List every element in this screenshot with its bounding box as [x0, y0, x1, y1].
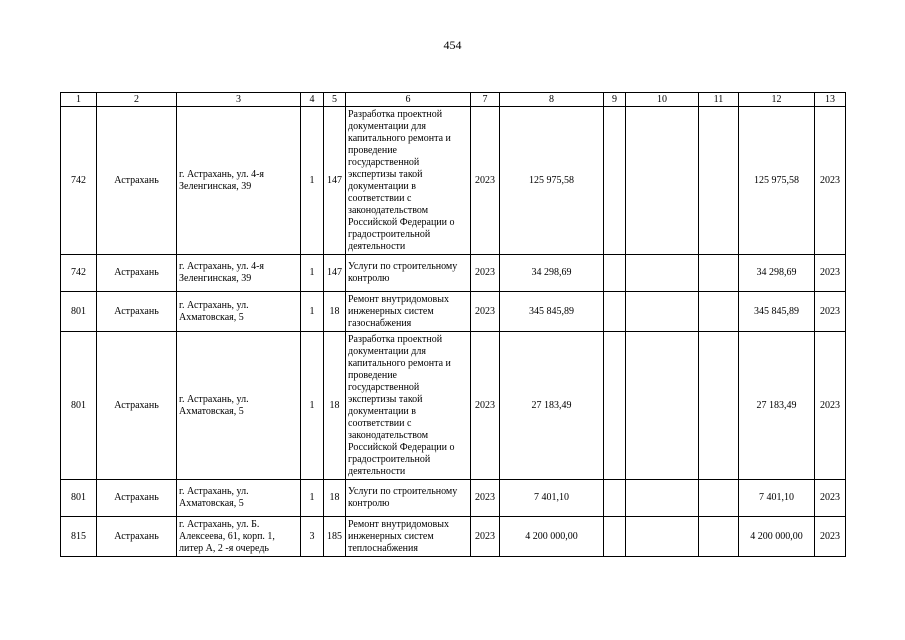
cell-amount: 345 845,89	[500, 292, 604, 332]
cell-year-end: 2023	[815, 292, 846, 332]
cell-col4: 3	[301, 517, 324, 557]
column-header: 3	[177, 93, 301, 107]
table-row	[61, 517, 846, 557]
cell-year: 2023	[471, 517, 500, 557]
cell-work-type: Услуги по строительному контролю	[346, 480, 471, 517]
cell-amount-total: 27 183,49	[739, 332, 815, 480]
cell-object-id: 815	[61, 517, 97, 557]
column-header: 7	[471, 93, 500, 107]
cell-col4: 1	[301, 107, 324, 255]
cell-col9	[604, 255, 626, 292]
cell-year-end: 2023	[815, 107, 846, 255]
cell-year: 2023	[471, 480, 500, 517]
page-number: 454	[443, 38, 462, 52]
cell-year: 2023	[471, 255, 500, 292]
cell-work-type: Услуги по строительному контролю	[346, 255, 471, 292]
cell-col5: 147	[324, 107, 346, 255]
cell-amount-total: 345 845,89	[739, 292, 815, 332]
cell-year-end: 2023	[815, 255, 846, 292]
cell-col5: 18	[324, 480, 346, 517]
table-row	[61, 332, 846, 480]
cell-col9	[604, 480, 626, 517]
cell-amount: 4 200 000,00	[500, 517, 604, 557]
cell-col10	[626, 292, 699, 332]
cell-year: 2023	[471, 332, 500, 480]
column-header: 12	[739, 93, 815, 107]
table-row	[61, 255, 846, 292]
cell-col10	[626, 107, 699, 255]
cell-col4: 1	[301, 292, 324, 332]
cell-col4: 1	[301, 332, 324, 480]
cell-municipality: Астрахань	[97, 107, 177, 255]
cell-col5: 185	[324, 517, 346, 557]
column-header: 1	[61, 93, 97, 107]
column-header: 6	[346, 93, 471, 107]
cell-col4: 1	[301, 255, 324, 292]
cell-amount: 7 401,10	[500, 480, 604, 517]
cell-amount-total: 7 401,10	[739, 480, 815, 517]
cell-work-type: Ремонт внутридомовых инженерных систем теплоснабжения	[346, 517, 471, 557]
column-header: 13	[815, 93, 846, 107]
cell-col10	[626, 517, 699, 557]
cell-municipality: Астрахань	[97, 292, 177, 332]
cell-work-type: Разработка проектной документации для капитального ремонта и проведение государственной экспертизы такой документации в соответствии с законодательством Российской Федерации о градостроительной деятельности	[346, 332, 471, 480]
cell-year: 2023	[471, 292, 500, 332]
cell-col11	[699, 517, 739, 557]
cell-address: г. Астрахань, ул. Ахматовская, 5	[177, 292, 301, 332]
column-header: 5	[324, 93, 346, 107]
cell-amount-total: 34 298,69	[739, 255, 815, 292]
cell-col11	[699, 332, 739, 480]
column-header: 11	[699, 93, 739, 107]
cell-amount: 125 975,58	[500, 107, 604, 255]
cell-year-end: 2023	[815, 517, 846, 557]
cell-year: 2023	[471, 107, 500, 255]
register-table	[60, 92, 846, 557]
cell-address: г. Астрахань, ул. 4-я Зеленгинская, 39	[177, 107, 301, 255]
table-row	[61, 292, 846, 332]
cell-col11	[699, 292, 739, 332]
cell-year-end: 2023	[815, 332, 846, 480]
cell-amount-total: 125 975,58	[739, 107, 815, 255]
cell-amount: 27 183,49	[500, 332, 604, 480]
table-row	[61, 480, 846, 517]
cell-address: г. Астрахань, ул. Ахматовская, 5	[177, 480, 301, 517]
cell-col9	[604, 292, 626, 332]
cell-object-id: 801	[61, 292, 97, 332]
cell-object-id: 742	[61, 255, 97, 292]
column-header: 9	[604, 93, 626, 107]
table-row	[61, 107, 846, 255]
cell-municipality: Астрахань	[97, 255, 177, 292]
cell-col11	[699, 107, 739, 255]
cell-col9	[604, 517, 626, 557]
cell-object-id: 801	[61, 480, 97, 517]
cell-col5: 18	[324, 292, 346, 332]
cell-work-type: Ремонт внутридомовых инженерных систем газоснабжения	[346, 292, 471, 332]
cell-work-type: Разработка проектной документации для капитального ремонта и проведение государственной экспертизы такой документации в соответствии с законодательством Российской Федерации о градостроительной деятельности	[346, 107, 471, 255]
cell-municipality: Астрахань	[97, 480, 177, 517]
column-header: 8	[500, 93, 604, 107]
cell-year-end: 2023	[815, 480, 846, 517]
cell-object-id: 801	[61, 332, 97, 480]
cell-municipality: Астрахань	[97, 517, 177, 557]
cell-col9	[604, 332, 626, 480]
cell-col10	[626, 332, 699, 480]
cell-col9	[604, 107, 626, 255]
cell-col11	[699, 255, 739, 292]
cell-address: г. Астрахань, ул. Б. Алексеева, 61, корп. 1, литер А, 2 -я очередь	[177, 517, 301, 557]
cell-col10	[626, 255, 699, 292]
cell-object-id: 742	[61, 107, 97, 255]
column-header: 2	[97, 93, 177, 107]
cell-col5: 18	[324, 332, 346, 480]
cell-col11	[699, 480, 739, 517]
column-number-row	[61, 93, 846, 107]
cell-col10	[626, 480, 699, 517]
column-header: 4	[301, 93, 324, 107]
cell-address: г. Астрахань, ул. Ахматовская, 5	[177, 332, 301, 480]
cell-address: г. Астрахань, ул. 4-я Зеленгинская, 39	[177, 255, 301, 292]
cell-col5: 147	[324, 255, 346, 292]
cell-amount-total: 4 200 000,00	[739, 517, 815, 557]
cell-col4: 1	[301, 480, 324, 517]
cell-municipality: Астрахань	[97, 332, 177, 480]
cell-amount: 34 298,69	[500, 255, 604, 292]
column-header: 10	[626, 93, 699, 107]
